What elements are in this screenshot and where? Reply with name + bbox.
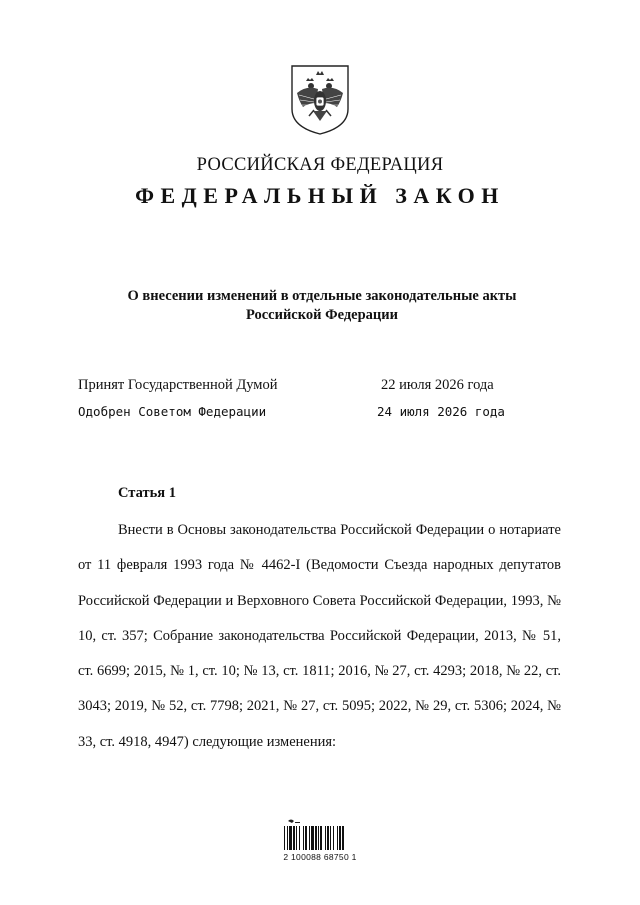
subject-line-1: О внесении изменений в отдельные законодательные акты [127,288,517,304]
barcode-number: 2 100088 68750 1 [283,852,357,862]
duma-adoption-date: 22 июля 2026 года [381,377,494,393]
document-type: ФЕДЕРАЛЬНЫЙ ЗАКОН [135,183,505,208]
article-body-text: Внести в Основы законодательства Российской Федерации о нотариате от 11 февраля 1993 года № 4462-I (Ведомости Съезда народных депутатов Российской Федерации и Верховного Совета Российской Федерации, 1993, № 10, ст. 357; Собрание законодательства Российской Федерации, 2013, № 51, ст. 6699; 2015, № 1, ст. 10; № 13, ст. 1811; 2016, № 27, ст. 4293; 2018, № 22, ст. 3043; 2019, № 52, ст. 7798; 2021, № 27, ст. 5095; 2022, № 29, ст. 5306; 2024, № 33, ст. 4918, 4947) следующие изменения: [78,522,561,750]
country-name: РОССИЙСКАЯ ФЕДЕРАЦИЯ [196,155,444,175]
council-approval-date: 24 июля 2026 года [377,404,505,419]
barcode-icon [282,818,356,852]
duma-adoption-label: Принят Государственной Думой [78,377,278,393]
council-approval-label: Одобрен Советом Федерации [78,404,267,419]
coat-of-arms-icon [289,63,351,137]
document-subject [60,287,584,325]
article-heading: Статья 1 [118,485,176,501]
subject-line-2: Российской Федерации [245,307,398,323]
